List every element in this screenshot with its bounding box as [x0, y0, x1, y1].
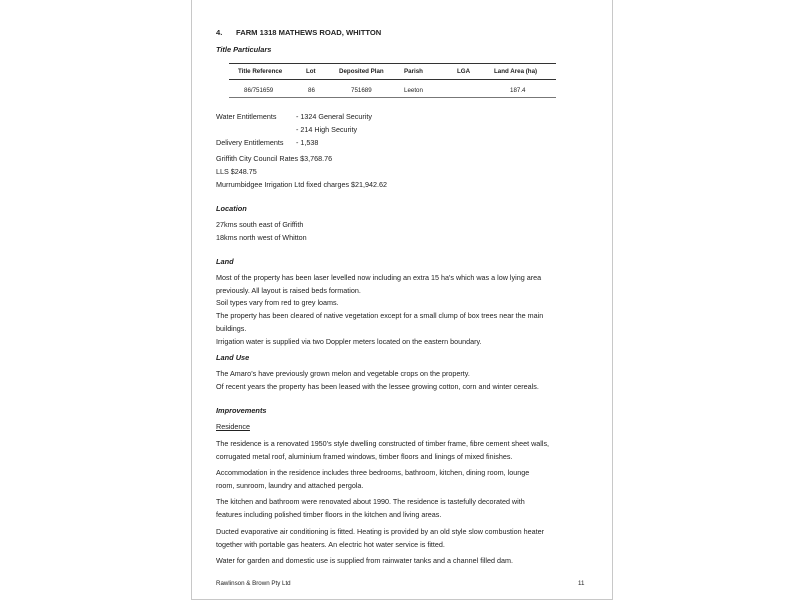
cell-parish: Leeton	[404, 87, 423, 94]
cell-lot: 86	[308, 87, 315, 94]
land-heading: Land	[216, 257, 234, 266]
footer-company: Rawlinson & Brown Pty Ltd	[216, 580, 291, 587]
footer-page-number: 11	[578, 580, 585, 587]
improvements-heading: Improvements	[216, 406, 267, 415]
location-line: 27kms south east of Griffith	[216, 220, 304, 229]
water-entitlement-general: - 1324 General Security	[296, 112, 372, 121]
charge-council-rates: Griffith City Council Rates $3,768.76	[216, 154, 333, 163]
residence-paragraph-line: together with portable gas heaters. An electric hot water service is fitted.	[216, 540, 445, 549]
section-number: 4.	[216, 28, 223, 37]
residence-paragraph-line: Accommodation in the residence includes three bedrooms, bathroom, kitchen, dining room, lounge	[216, 468, 530, 477]
water-entitlements-label: Water Entitlements	[216, 112, 277, 121]
residence-paragraph-line: room, sunroom, laundry and attached pergola.	[216, 481, 364, 490]
cell-deposited-plan: 751689	[351, 87, 372, 94]
land-line: Soil types vary from red to grey loams.	[216, 298, 339, 307]
land-use-line: Of recent years the property has been leased with the lessee growing cotton, corn and winter cereals.	[216, 382, 539, 391]
charge-irrigation: Murrumbidgee Irrigation Ltd fixed charges $21,942.62	[216, 180, 388, 189]
col-title-reference: Title Reference	[238, 68, 283, 75]
residence-paragraph-line: The residence is a renovated 1950’s style dwelling constructed of timber frame, fibre cement sheet walls,	[216, 439, 550, 448]
section-title: FARM 1318 MATHEWS ROAD, WHITTON	[236, 28, 382, 37]
land-use-line: The Amaro’s have previously grown melon and vegetable crops on the property.	[216, 369, 470, 378]
delivery-entitlements-label: Delivery Entitlements	[216, 138, 284, 147]
col-parish: Parish	[404, 68, 423, 75]
charge-lls: LLS $248.75	[216, 167, 257, 176]
cell-title-reference: 86/751659	[244, 87, 274, 94]
residence-subheading: Residence	[216, 422, 250, 431]
col-land-area: Land Area (ha)	[494, 68, 538, 75]
title-particulars-heading: Title Particulars	[216, 45, 272, 54]
location-heading: Location	[216, 204, 247, 213]
table-header-rule	[229, 79, 556, 80]
residence-paragraph-line: Water for garden and domestic use is supplied from rainwater tanks and a channel filled dam.	[216, 556, 513, 565]
residence-paragraph-line: Ducted evaporative air conditioning is fitted. Heating is provided by an old style slow combustion heater	[216, 527, 545, 536]
location-line: 18kms north west of Whitton	[216, 233, 307, 242]
cell-land-area: 187.4	[510, 87, 526, 94]
col-deposited-plan: Deposited Plan	[339, 68, 384, 75]
table-bottom-rule	[229, 97, 556, 98]
col-lga: LGA	[457, 68, 471, 75]
land-use-heading: Land Use	[216, 353, 250, 362]
land-line: The property has been cleared of native vegetation except for a small clump of box trees near the main	[216, 311, 544, 320]
land-line: previously. All layout is raised beds formation.	[216, 286, 361, 295]
land-line: Most of the property has been laser levelled now including an extra 15 ha’s which was a low lying area	[216, 273, 542, 282]
land-line: Irrigation water is supplied via two Doppler meters located on the eastern boundary.	[216, 337, 482, 346]
col-lot: Lot	[306, 68, 316, 75]
table-top-rule	[229, 63, 556, 64]
land-line: buildings.	[216, 324, 247, 333]
residence-paragraph-line: The kitchen and bathroom were renovated about 1990. The residence is tastefully decorated with	[216, 497, 525, 506]
residence-paragraph-line: features including polished timber floors in the kitchen and living areas.	[216, 510, 442, 519]
water-entitlement-high: - 214 High Security	[296, 125, 358, 134]
residence-paragraph-line: corrugated metal roof, aluminium framed windows, timber floors and linings of mixed finishes.	[216, 452, 513, 461]
delivery-entitlements-value: - 1,538	[296, 138, 319, 147]
